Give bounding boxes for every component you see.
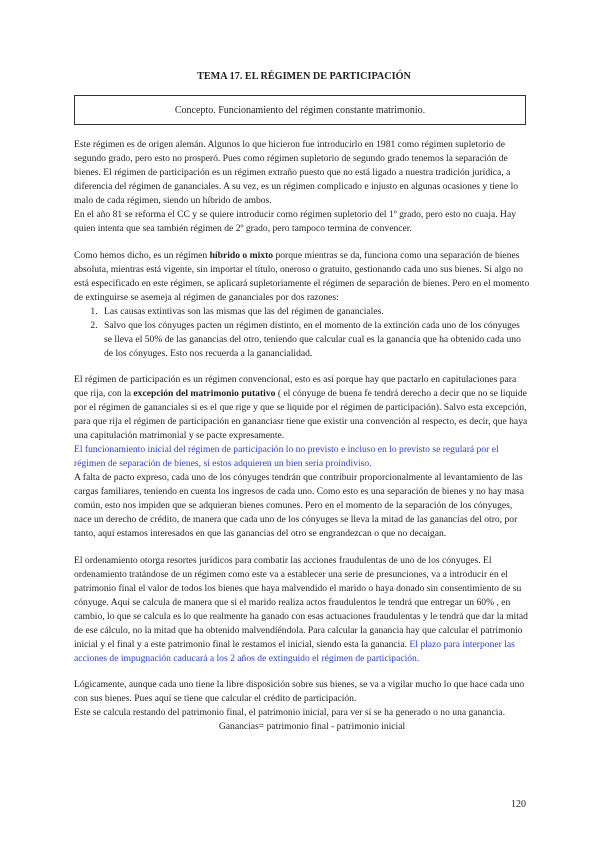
paragraph-highlight-initial: El funcionamiento inicial del régimen de participación lo no previsto e incluso en lo previsto se regulará por el régimen de separación de bienes, si estos adquieren un bien seria proindiviso. [74, 444, 499, 469]
paragraph-fraud [74, 554, 530, 666]
bold-term-hybrid: híbrido o mixto [209, 249, 274, 261]
section-heading-box [74, 95, 526, 125]
paragraph-origin: Este régimen es de origen alemán. Algunos lo que hicieron fue introducirlo en 1981 como régimen supletorio de segundo grado, pero esto no prosperó. Pues como régimen supletorio de segundo grado tenemos la separación de bienes. El régimen de participación es un régimen extraño puesto que no está ligado a nuestra tradición jurídica, a diferencia del régimen de gananciales. A su vez, es un régimen complicado e injusto en algunas ocasiones y tiene lo malo de cada régimen, siendo un híbrido de ambos. [74, 139, 519, 206]
paragraph-reform: En el año 81 se reforma el CC y se quiere introducir como régimen supletorio del 1º grado, pero esto no cuaja. Hay quien intenta que sea también régimen de 2º grado, pero tampoco termina de convencer. [74, 209, 517, 234]
document-body [74, 138, 530, 734]
list-item: 1. Las causas extintivas son las mismas que las del régimen de gananciales. [100, 305, 530, 319]
paragraph-credit: Lógicamente, aunque cada uno tiene la libre disposición sobre sus bienes, se va a vigilar mucho lo que hace cada uno con sus bienes. Pues aquí se tiene que calcular el crédito de participación. [74, 679, 525, 704]
formula: Ganancias= patrimonio final - patrimonio inicial [218, 721, 406, 732]
paragraph-contribution: A falta de pacto expreso, cada uno de los cónyuges tendrán que contribuir proporcionalmente al levantamiento de las cargas familiares, teniendo en cuenta los ingresos de cada uno. Como esto es una separación de bienes y no hay masa común, esto nos impiden que se adquieran bienes comunes. Pero en el momento de la separación de los cónyuges, nace un derecho de crédito, de manera que cada uno de los cónyuges se lleva la mitad de las ganancias del otro, por tanto, aquí estamos interesados en que las ganancias del otro se engrandezcan o que no decaigan. [74, 472, 525, 539]
paragraph-calculation: Este se calcula restando del patrimonio final, el patrimonio inicial, para ver si se ha generado o no una ganancia. [74, 707, 506, 718]
page-title: TEMA 17. EL RÉGIMEN DE PARTICIPACIÓN [197, 71, 411, 82]
paragraph-hybrid [74, 249, 530, 305]
text-run: porque mientras se da, funciona como una separación de bienes absoluta, mientras está vigente, sin importar el título, oneroso o gratuito, gestionando cada uno sus bienes. Si algo no está especificado en este régimen, se aplicará supletoriamente el régimen de separación de bienes. Pero en el momento de extinguirse se asemeja al régimen de gananciales por dos razones: [74, 249, 530, 303]
text-run: ( el cónyuge de buena fe tendrá derecho a decir que no se liquide por el régimen de gananciales si es el que rige y que se liquide por el régimen de participación). Salvo esta excepción, para que rija el régimen de participación en gananciasr tiene que existir una convención al respecto, es decir, que haya una capitulación matrimonial y se pacte expresamente. [74, 388, 528, 441]
text-run: El régimen de participación es un régimen convencional, esto es así porque hay que pactarlo en capitulaciones para que rija, con la [74, 374, 517, 399]
highlight-deadline: El plazo para interponer las acciones de impugnación caducará a los 2 años de extinguido el régimen de participación. [74, 638, 515, 664]
reasons-list [74, 305, 530, 361]
text-run: El ordenamiento otorga resortes jurídicos para combatir las acciones fraudulentas de uno de los cónyuges. El ordenamiento tratándose de un régimen como este va a establecer una serie de presunciones, va a introducir en el patrimonio final el valor de todos los bienes que haya malvendido el marido o haya donado sin consentimiento de su cónyuge. Aquí se calcula de manera que si el marido realiza actos fraudulentos le tendrá que entregar un 60% , en cambio, lo que se calcula es lo que realmente ha ganado con esas actuaciones fraudulentas y le tendrá que dar la mitad de ese cálculo, no la mitad que ha obtenido malvendiéndola. Para calcular la ganancia hay que calcular el patrimonio inicial y el final y a este patrimonio final le restamos el inicial, siendo esta la ganancia. [74, 554, 528, 650]
section-heading: Concepto. Funcionamiento del régimen constante matrimonio. [174, 104, 426, 116]
text-run: Como hemos dicho, es un régimen [74, 249, 210, 261]
bold-term-putative: excepción del matrimonio putativo [133, 388, 276, 399]
paragraph-conventional [74, 373, 530, 443]
page-number: 120 [511, 799, 526, 810]
list-item: 2. Salvo que los cónyuges pacten un régimen distinto, en el momento de la extinción cada uno de los cónyuges se lleva el 50% de las ganancias del otro, teniendo que calcular cual es la ganancia que ha obtenido cada uno de los cónyuges. Esto nos recuerda a la ganancialidad. [100, 319, 530, 361]
